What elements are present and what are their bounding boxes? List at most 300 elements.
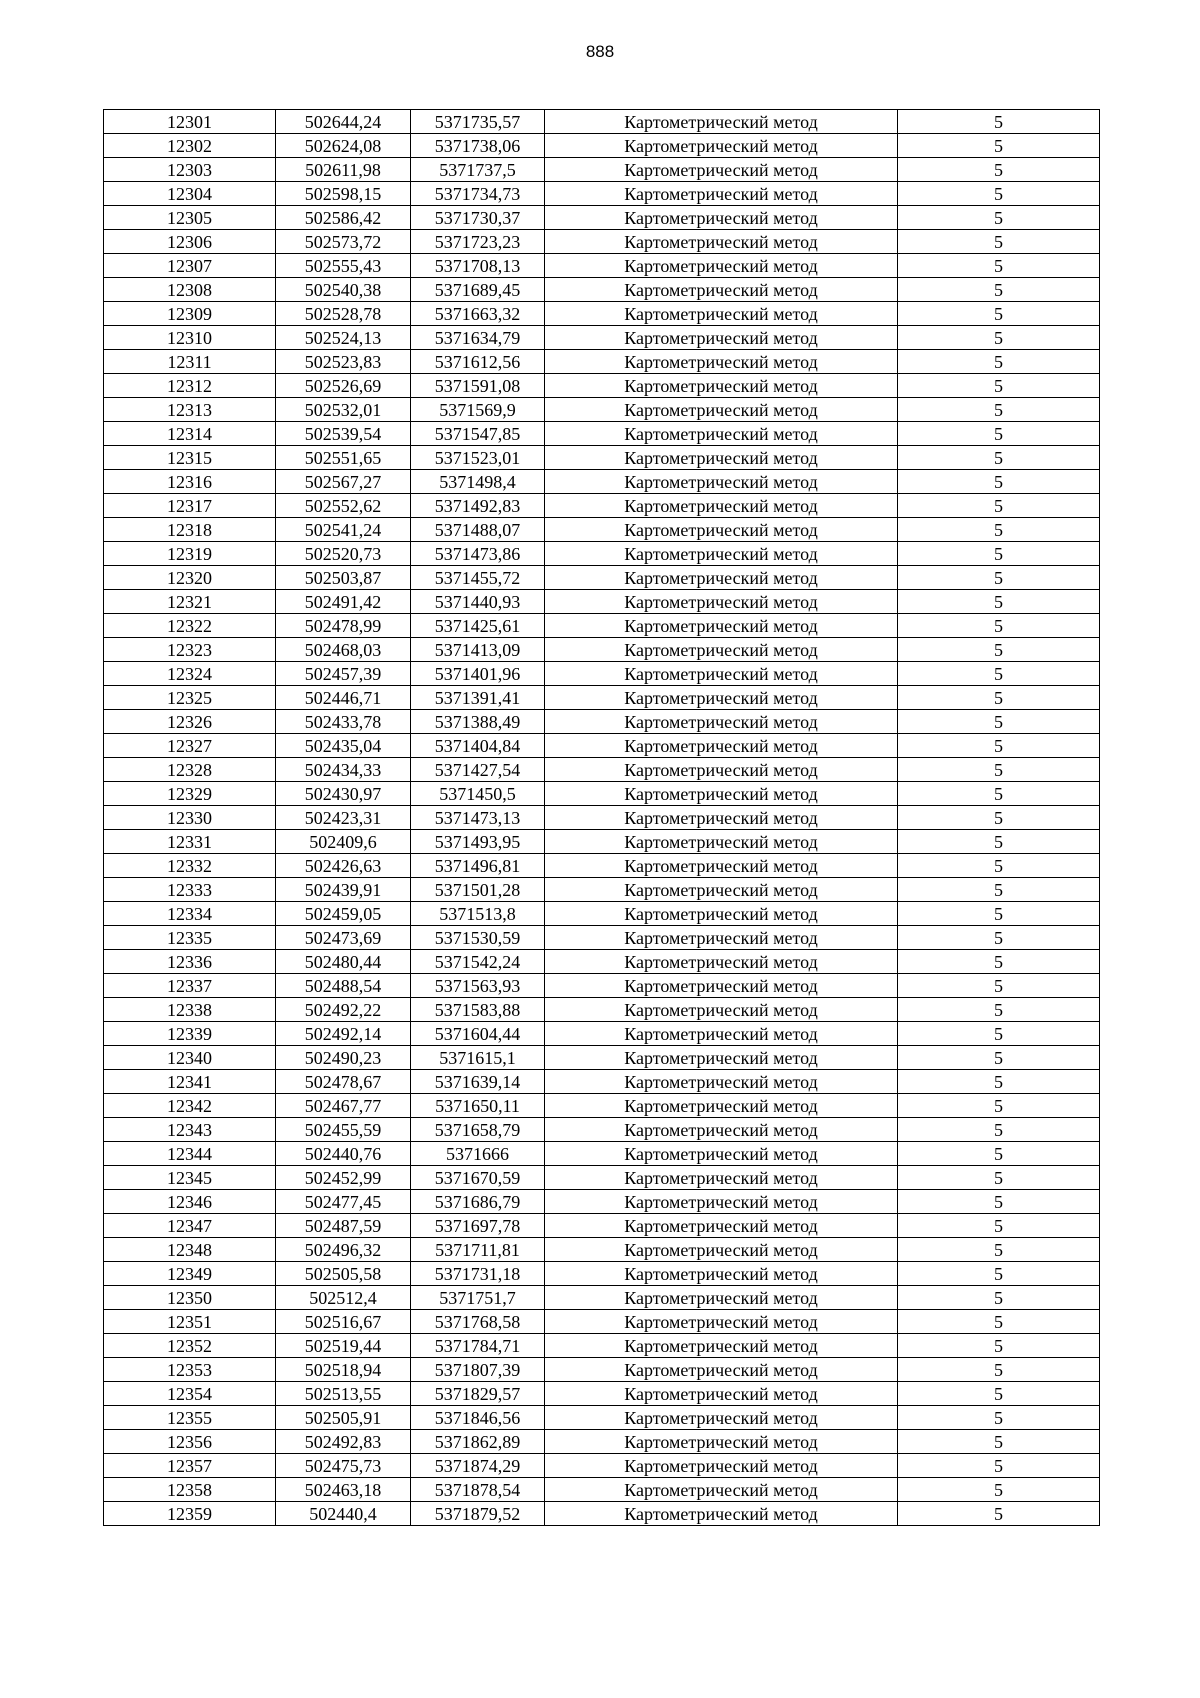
accuracy-cell: 5 [898,1142,1100,1166]
accuracy-cell: 5 [898,1094,1100,1118]
method-cell: Картометрический метод [545,830,898,854]
table-row [104,854,1100,878]
table-row [104,1502,1100,1526]
y-coordinate-cell: 5371768,58 [411,1310,545,1334]
method-cell: Картометрический метод [545,134,898,158]
table-row [104,1166,1100,1190]
method-cell: Картометрический метод [545,686,898,710]
table-row [104,1142,1100,1166]
y-coordinate-cell: 5371711,81 [411,1238,545,1262]
y-coordinate-cell: 5371493,95 [411,830,545,854]
y-coordinate-cell: 5371737,5 [411,158,545,182]
table-row [104,278,1100,302]
method-cell: Картометрический метод [545,1502,898,1526]
table-row [104,230,1100,254]
method-cell: Картометрический метод [545,926,898,950]
x-coordinate-cell: 502512,4 [276,1286,411,1310]
table-row [104,398,1100,422]
accuracy-cell: 5 [898,518,1100,542]
point-number-cell: 12302 [104,134,276,158]
x-coordinate-cell: 502496,32 [276,1238,411,1262]
point-number-cell: 12314 [104,422,276,446]
table-row [104,470,1100,494]
accuracy-cell: 5 [898,1046,1100,1070]
method-cell: Картометрический метод [545,1166,898,1190]
method-cell: Картометрический метод [545,350,898,374]
y-coordinate-cell: 5371425,61 [411,614,545,638]
y-coordinate-cell: 5371666 [411,1142,545,1166]
y-coordinate-cell: 5371878,54 [411,1478,545,1502]
accuracy-cell: 5 [898,1358,1100,1382]
x-coordinate-cell: 502491,42 [276,590,411,614]
point-number-cell: 12325 [104,686,276,710]
y-coordinate-cell: 5371730,37 [411,206,545,230]
accuracy-cell: 5 [898,398,1100,422]
table-row [104,182,1100,206]
accuracy-cell: 5 [898,782,1100,806]
table-row [104,1310,1100,1334]
point-number-cell: 12322 [104,614,276,638]
method-cell: Картометрический метод [545,470,898,494]
x-coordinate-cell: 502523,83 [276,350,411,374]
x-coordinate-cell: 502541,24 [276,518,411,542]
x-coordinate-cell: 502475,73 [276,1454,411,1478]
x-coordinate-cell: 502440,4 [276,1502,411,1526]
point-number-cell: 12308 [104,278,276,302]
x-coordinate-cell: 502505,91 [276,1406,411,1430]
y-coordinate-cell: 5371615,1 [411,1046,545,1070]
accuracy-cell: 5 [898,278,1100,302]
table-row [104,1454,1100,1478]
y-coordinate-cell: 5371670,59 [411,1166,545,1190]
method-cell: Картометрический метод [545,494,898,518]
y-coordinate-cell: 5371450,5 [411,782,545,806]
point-number-cell: 12329 [104,782,276,806]
accuracy-cell: 5 [898,1430,1100,1454]
accuracy-cell: 5 [898,1166,1100,1190]
method-cell: Картометрический метод [545,1262,898,1286]
point-number-cell: 12343 [104,1118,276,1142]
x-coordinate-cell: 502539,54 [276,422,411,446]
method-cell: Картометрический метод [545,230,898,254]
y-coordinate-cell: 5371658,79 [411,1118,545,1142]
x-coordinate-cell: 502644,24 [276,110,411,134]
accuracy-cell: 5 [898,1190,1100,1214]
point-number-cell: 12351 [104,1310,276,1334]
y-coordinate-cell: 5371530,59 [411,926,545,950]
point-number-cell: 12306 [104,230,276,254]
method-cell: Картометрический метод [545,278,898,302]
x-coordinate-cell: 502480,44 [276,950,411,974]
table-row [104,350,1100,374]
method-cell: Картометрический метод [545,902,898,926]
method-cell: Картометрический метод [545,1046,898,1070]
y-coordinate-cell: 5371723,23 [411,230,545,254]
x-coordinate-cell: 502586,42 [276,206,411,230]
method-cell: Картометрический метод [545,1454,898,1478]
method-cell: Картометрический метод [545,422,898,446]
point-number-cell: 12355 [104,1406,276,1430]
table-row [104,782,1100,806]
accuracy-cell: 5 [898,350,1100,374]
point-number-cell: 12334 [104,902,276,926]
table-row [104,710,1100,734]
y-coordinate-cell: 5371413,09 [411,638,545,662]
table-row [104,1478,1100,1502]
y-coordinate-cell: 5371501,28 [411,878,545,902]
point-number-cell: 12339 [104,1022,276,1046]
method-cell: Картометрический метод [545,302,898,326]
y-coordinate-cell: 5371663,32 [411,302,545,326]
x-coordinate-cell: 502551,65 [276,446,411,470]
table-row [104,494,1100,518]
method-cell: Картометрический метод [545,254,898,278]
accuracy-cell: 5 [898,542,1100,566]
method-cell: Картометрический метод [545,1214,898,1238]
table-row [104,1430,1100,1454]
method-cell: Картометрический метод [545,1190,898,1214]
x-coordinate-cell: 502492,14 [276,1022,411,1046]
x-coordinate-cell: 502478,99 [276,614,411,638]
table-row [104,638,1100,662]
y-coordinate-cell: 5371404,84 [411,734,545,758]
method-cell: Картометрический метод [545,542,898,566]
table-row [104,110,1100,134]
y-coordinate-cell: 5371523,01 [411,446,545,470]
x-coordinate-cell: 502433,78 [276,710,411,734]
accuracy-cell: 5 [898,974,1100,998]
accuracy-cell: 5 [898,878,1100,902]
method-cell: Картометрический метод [545,1118,898,1142]
table-row [104,1262,1100,1286]
accuracy-cell: 5 [898,1454,1100,1478]
x-coordinate-cell: 502468,03 [276,638,411,662]
x-coordinate-cell: 502430,97 [276,782,411,806]
x-coordinate-cell: 502518,94 [276,1358,411,1382]
point-number-cell: 12331 [104,830,276,854]
point-number-cell: 12327 [104,734,276,758]
point-number-cell: 12312 [104,374,276,398]
table-row [104,590,1100,614]
y-coordinate-cell: 5371513,8 [411,902,545,926]
x-coordinate-cell: 502492,83 [276,1430,411,1454]
x-coordinate-cell: 502611,98 [276,158,411,182]
x-coordinate-cell: 502598,15 [276,182,411,206]
method-cell: Картометрический метод [545,1334,898,1358]
y-coordinate-cell: 5371542,24 [411,950,545,974]
y-coordinate-cell: 5371874,29 [411,1454,545,1478]
method-cell: Картометрический метод [545,998,898,1022]
accuracy-cell: 5 [898,1214,1100,1238]
point-number-cell: 12321 [104,590,276,614]
page-number: 888 [585,42,615,61]
point-number-cell: 12330 [104,806,276,830]
method-cell: Картометрический метод [545,182,898,206]
accuracy-cell: 5 [898,302,1100,326]
method-cell: Картометрический метод [545,614,898,638]
point-number-cell: 12324 [104,662,276,686]
accuracy-cell: 5 [898,1310,1100,1334]
method-cell: Картометрический метод [545,1358,898,1382]
x-coordinate-cell: 502552,62 [276,494,411,518]
x-coordinate-cell: 502505,58 [276,1262,411,1286]
accuracy-cell: 5 [898,1118,1100,1142]
y-coordinate-cell: 5371488,07 [411,518,545,542]
table-row [104,1070,1100,1094]
method-cell: Картометрический метод [545,1382,898,1406]
point-number-cell: 12353 [104,1358,276,1382]
accuracy-cell: 5 [898,110,1100,134]
table-row [104,326,1100,350]
point-number-cell: 12348 [104,1238,276,1262]
y-coordinate-cell: 5371563,93 [411,974,545,998]
point-number-cell: 12338 [104,998,276,1022]
y-coordinate-cell: 5371686,79 [411,1190,545,1214]
point-number-cell: 12303 [104,158,276,182]
table-row [104,1406,1100,1430]
accuracy-cell: 5 [898,830,1100,854]
method-cell: Картометрический метод [545,1430,898,1454]
x-coordinate-cell: 502467,77 [276,1094,411,1118]
point-number-cell: 12341 [104,1070,276,1094]
accuracy-cell: 5 [898,158,1100,182]
point-number-cell: 12313 [104,398,276,422]
accuracy-cell: 5 [898,1334,1100,1358]
point-number-cell: 12340 [104,1046,276,1070]
table-row [104,1358,1100,1382]
point-number-cell: 12301 [104,110,276,134]
point-number-cell: 12346 [104,1190,276,1214]
y-coordinate-cell: 5371829,57 [411,1382,545,1406]
table-row [104,734,1100,758]
method-cell: Картометрический метод [545,1094,898,1118]
point-number-cell: 12333 [104,878,276,902]
y-coordinate-cell: 5371569,9 [411,398,545,422]
x-coordinate-cell: 502513,55 [276,1382,411,1406]
table-row [104,950,1100,974]
method-cell: Картометрический метод [545,950,898,974]
point-number-cell: 12347 [104,1214,276,1238]
table-row [104,878,1100,902]
table-row [104,134,1100,158]
point-number-cell: 12326 [104,710,276,734]
point-number-cell: 12352 [104,1334,276,1358]
table-row [104,614,1100,638]
x-coordinate-cell: 502488,54 [276,974,411,998]
accuracy-cell: 5 [898,1262,1100,1286]
accuracy-cell: 5 [898,446,1100,470]
x-coordinate-cell: 502477,45 [276,1190,411,1214]
y-coordinate-cell: 5371697,78 [411,1214,545,1238]
point-number-cell: 12344 [104,1142,276,1166]
x-coordinate-cell: 502439,91 [276,878,411,902]
point-number-cell: 12315 [104,446,276,470]
method-cell: Картометрический метод [545,854,898,878]
method-cell: Картометрический метод [545,878,898,902]
table-row [104,302,1100,326]
method-cell: Картометрический метод [545,158,898,182]
y-coordinate-cell: 5371591,08 [411,374,545,398]
method-cell: Картометрический метод [545,1142,898,1166]
table-row [104,1382,1100,1406]
x-coordinate-cell: 502624,08 [276,134,411,158]
x-coordinate-cell: 502487,59 [276,1214,411,1238]
x-coordinate-cell: 502528,78 [276,302,411,326]
method-cell: Картометрический метод [545,1070,898,1094]
table-row [104,1094,1100,1118]
x-coordinate-cell: 502455,59 [276,1118,411,1142]
table-row [104,1286,1100,1310]
method-cell: Картометрический метод [545,1238,898,1262]
method-cell: Картометрический метод [545,1310,898,1334]
table-row [104,1214,1100,1238]
y-coordinate-cell: 5371498,4 [411,470,545,494]
point-number-cell: 12354 [104,1382,276,1406]
point-number-cell: 12310 [104,326,276,350]
x-coordinate-cell: 502524,13 [276,326,411,350]
accuracy-cell: 5 [898,1382,1100,1406]
method-cell: Картометрический метод [545,206,898,230]
accuracy-cell: 5 [898,614,1100,638]
x-coordinate-cell: 502520,73 [276,542,411,566]
table-row [104,926,1100,950]
point-number-cell: 12332 [104,854,276,878]
accuracy-cell: 5 [898,422,1100,446]
accuracy-cell: 5 [898,758,1100,782]
table-row [104,1118,1100,1142]
method-cell: Картометрический метод [545,974,898,998]
method-cell: Картометрический метод [545,374,898,398]
point-number-cell: 12350 [104,1286,276,1310]
point-number-cell: 12323 [104,638,276,662]
method-cell: Картометрический метод [545,590,898,614]
x-coordinate-cell: 502532,01 [276,398,411,422]
x-coordinate-cell: 502478,67 [276,1070,411,1094]
x-coordinate-cell: 502409,6 [276,830,411,854]
x-coordinate-cell: 502555,43 [276,254,411,278]
method-cell: Картометрический метод [545,110,898,134]
table-row [104,662,1100,686]
x-coordinate-cell: 502503,87 [276,566,411,590]
accuracy-cell: 5 [898,494,1100,518]
x-coordinate-cell: 502516,67 [276,1310,411,1334]
y-coordinate-cell: 5371455,72 [411,566,545,590]
table-row [104,374,1100,398]
point-number-cell: 12317 [104,494,276,518]
accuracy-cell: 5 [898,326,1100,350]
accuracy-cell: 5 [898,374,1100,398]
table-row [104,1022,1100,1046]
point-number-cell: 12316 [104,470,276,494]
x-coordinate-cell: 502540,38 [276,278,411,302]
y-coordinate-cell: 5371650,11 [411,1094,545,1118]
y-coordinate-cell: 5371734,73 [411,182,545,206]
point-number-cell: 12311 [104,350,276,374]
table-row [104,686,1100,710]
y-coordinate-cell: 5371846,56 [411,1406,545,1430]
accuracy-cell: 5 [898,806,1100,830]
accuracy-cell: 5 [898,662,1100,686]
table-row [104,518,1100,542]
x-coordinate-cell: 502452,99 [276,1166,411,1190]
point-number-cell: 12307 [104,254,276,278]
table-row [104,446,1100,470]
y-coordinate-cell: 5371547,85 [411,422,545,446]
coordinates-table [103,109,1100,1526]
x-coordinate-cell: 502519,44 [276,1334,411,1358]
method-cell: Картометрический метод [545,734,898,758]
point-number-cell: 12328 [104,758,276,782]
method-cell: Картометрический метод [545,758,898,782]
accuracy-cell: 5 [898,998,1100,1022]
point-number-cell: 12349 [104,1262,276,1286]
x-coordinate-cell: 502440,76 [276,1142,411,1166]
accuracy-cell: 5 [898,1406,1100,1430]
method-cell: Картометрический метод [545,1406,898,1430]
accuracy-cell: 5 [898,950,1100,974]
accuracy-cell: 5 [898,710,1100,734]
y-coordinate-cell: 5371807,39 [411,1358,545,1382]
method-cell: Картометрический метод [545,398,898,422]
y-coordinate-cell: 5371583,88 [411,998,545,1022]
y-coordinate-cell: 5371735,57 [411,110,545,134]
table-row [104,1334,1100,1358]
method-cell: Картометрический метод [545,446,898,470]
y-coordinate-cell: 5371738,06 [411,134,545,158]
accuracy-cell: 5 [898,1238,1100,1262]
point-number-cell: 12320 [104,566,276,590]
x-coordinate-cell: 502426,63 [276,854,411,878]
table-row [104,902,1100,926]
accuracy-cell: 5 [898,1478,1100,1502]
method-cell: Картометрический метод [545,638,898,662]
point-number-cell: 12342 [104,1094,276,1118]
table-row [104,422,1100,446]
accuracy-cell: 5 [898,854,1100,878]
x-coordinate-cell: 502526,69 [276,374,411,398]
method-cell: Картометрический метод [545,710,898,734]
accuracy-cell: 5 [898,254,1100,278]
method-cell: Картометрический метод [545,1022,898,1046]
method-cell: Картометрический метод [545,806,898,830]
accuracy-cell: 5 [898,734,1100,758]
accuracy-cell: 5 [898,590,1100,614]
x-coordinate-cell: 502446,71 [276,686,411,710]
point-number-cell: 12345 [104,1166,276,1190]
accuracy-cell: 5 [898,206,1100,230]
y-coordinate-cell: 5371639,14 [411,1070,545,1094]
y-coordinate-cell: 5371401,96 [411,662,545,686]
y-coordinate-cell: 5371427,54 [411,758,545,782]
point-number-cell: 12335 [104,926,276,950]
coordinates-table-body [104,110,1100,1526]
x-coordinate-cell: 502459,05 [276,902,411,926]
x-coordinate-cell: 502423,31 [276,806,411,830]
point-number-cell: 12337 [104,974,276,998]
point-number-cell: 12358 [104,1478,276,1502]
y-coordinate-cell: 5371492,83 [411,494,545,518]
table-row [104,1190,1100,1214]
method-cell: Картометрический метод [545,662,898,686]
y-coordinate-cell: 5371708,13 [411,254,545,278]
x-coordinate-cell: 502490,23 [276,1046,411,1070]
y-coordinate-cell: 5371634,79 [411,326,545,350]
table-row [104,158,1100,182]
point-number-cell: 12359 [104,1502,276,1526]
accuracy-cell: 5 [898,1286,1100,1310]
accuracy-cell: 5 [898,1022,1100,1046]
x-coordinate-cell: 502463,18 [276,1478,411,1502]
